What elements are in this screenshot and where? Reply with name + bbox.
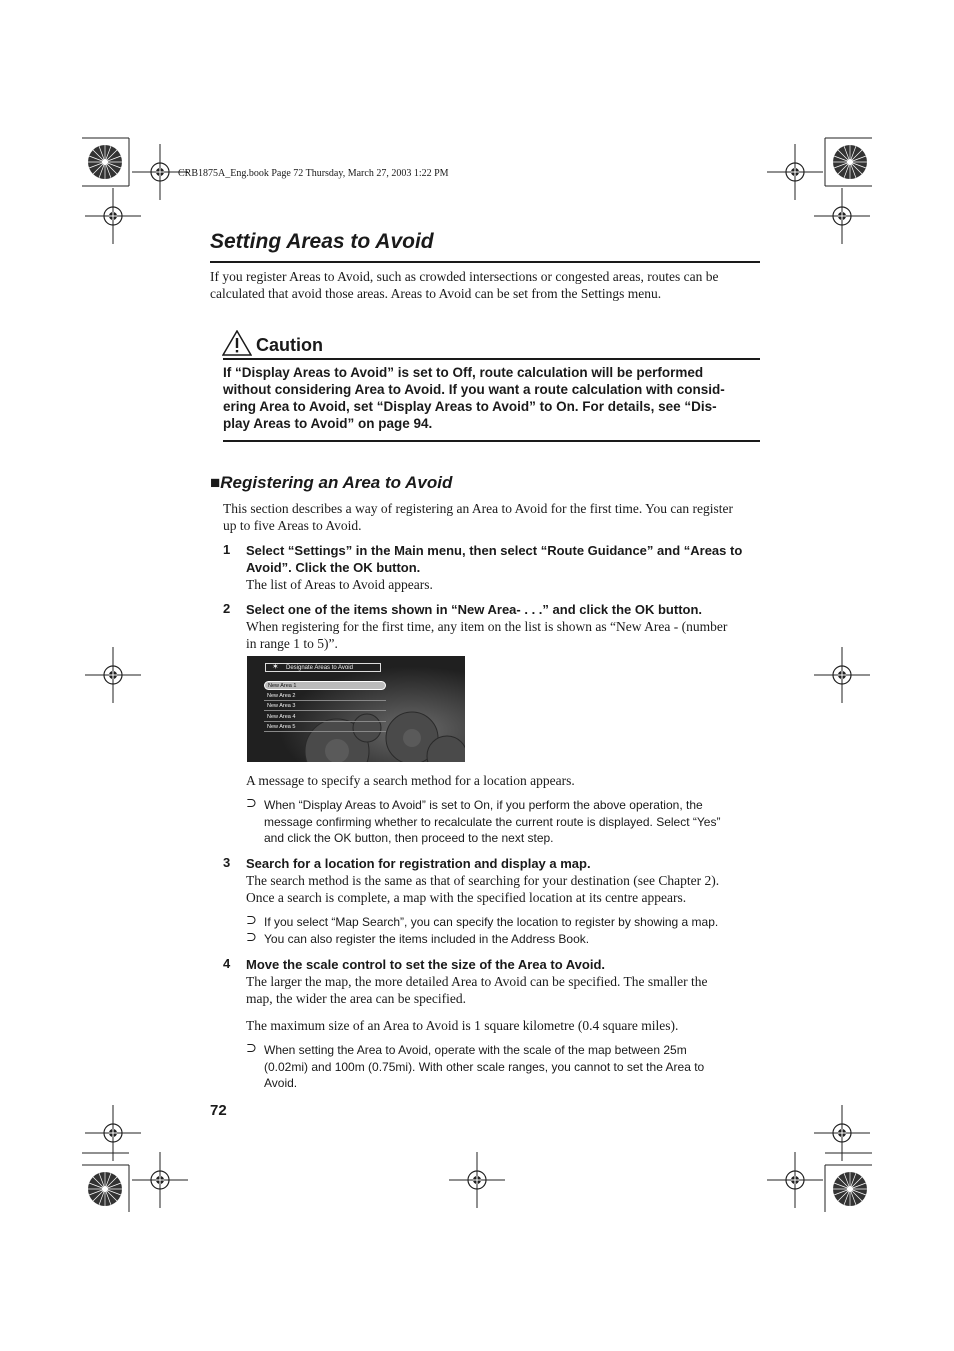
note: You can also register the items included in the Address Book.: [264, 932, 590, 946]
note-line: (0.02mi) and 100m (0.75mi). With other scale ranges, you cannot to set the Area to: [264, 1059, 705, 1074]
caution-heading: Caution: [256, 335, 323, 355]
step-2-after: A message to specify a search method for a location appears.: [246, 773, 575, 788]
step-body-line: map, the wider the area can be specified.: [246, 991, 467, 1006]
note: If you select “Map Search”, you can specify the location to register by showing a map.: [264, 915, 719, 929]
step-title-line: Avoid”. Click the OK button.: [246, 560, 421, 575]
screen-list-item[interactable]: New Area 3: [264, 702, 386, 711]
title-rule: [210, 261, 760, 263]
page-number: 72: [210, 1102, 227, 1119]
caution-line: If “Display Areas to Avoid” is set to Off, route calculation will be performed: [223, 365, 704, 380]
step-4-after: The maximum size of an Area to Avoid is 1 square kilometre (0.4 square miles).: [246, 1018, 679, 1033]
note-line: message confirming whether to recalculate the current route is displayed. Select “Yes”: [264, 814, 721, 829]
section-heading: [210, 473, 452, 493]
caution-bottom-rule: [223, 440, 760, 442]
section-intro-line: up to five Areas to Avoid.: [223, 518, 362, 533]
step-4: [246, 956, 761, 1007]
note-arrow-icon: ⊃: [246, 795, 257, 810]
note-line: When setting the Area to Avoid, operate with the scale of the map between 25m: [264, 1043, 687, 1057]
screen-list-item[interactable]: New Area 4: [264, 713, 386, 722]
section-title: Registering an Area to Avoid: [220, 473, 453, 492]
caution-line: without considering Area to Avoid. If you want a route calculation with consid-: [223, 382, 725, 397]
step-body-line: Once a search is complete, a map with the specified location at its centre appears.: [246, 890, 687, 905]
step-number: 1: [223, 542, 231, 557]
step-3: [246, 855, 766, 906]
step-body-line: The list of Areas to Avoid appears.: [246, 577, 433, 592]
step-1: [246, 542, 761, 593]
note-line: and click the OK button, then proceed to the next step.: [264, 831, 554, 845]
intro-line: calculated that avoid those areas. Areas to Avoid can be set from the Settings menu.: [210, 286, 662, 301]
step-2: [246, 601, 761, 652]
note-arrow-icon: ⊃: [246, 1040, 257, 1055]
caution-line: play Areas to Avoid” on page 94.: [223, 416, 433, 431]
note-line: Avoid.: [264, 1076, 298, 1090]
step-body-line: The search method is the same as that of searching for your destination (see Chapter 2).: [246, 873, 720, 888]
section-intro: [223, 500, 768, 534]
step-body-line: The larger the map, the more detailed Area to Avoid can be specified. The smaller the: [246, 974, 708, 989]
page-title: Setting Areas to Avoid: [210, 230, 434, 253]
caution-line: ering Area to Avoid, set “Display Areas to Avoid” to On. For details, see “Dis-: [223, 399, 717, 414]
step-title-line: Select “Settings” in the Main menu, then select “Route Guidance” and “Areas to: [246, 543, 743, 558]
step-title-line: Select one of the items shown in “New Area- . . .” and click the OK button.: [246, 602, 703, 617]
section-marker: ■: [210, 473, 221, 492]
caution-text: [223, 364, 763, 432]
note: [264, 797, 764, 847]
note-arrow-icon: ⊃: [246, 929, 257, 944]
note-arrow-icon: ⊃: [246, 912, 257, 927]
screen-list-item[interactable]: New Area 2: [264, 692, 386, 701]
step-number: 2: [223, 601, 231, 616]
step-number: 3: [223, 855, 231, 870]
intro-line: If you register Areas to Avoid, such as crowded intersections or congested areas, routes can be: [210, 269, 719, 284]
file-header: CRB1875A_Eng.book Page 72 Thursday, March 27, 2003 1:22 PM: [178, 168, 449, 179]
note: [264, 1042, 764, 1092]
step-body-line: When registering for the first time, any item on the list is shown as “New Area - (number: [246, 619, 728, 634]
section-intro-line: This section describes a way of registering an Area to Avoid for the first time. You can register: [223, 501, 733, 516]
screen-list-item[interactable]: New Area 1: [264, 681, 386, 690]
step-title-line: Move the scale control to set the size of the Area to Avoid.: [246, 957, 606, 972]
step-number: 4: [223, 956, 231, 971]
step-body-line: in range 1 to 5)”.: [246, 636, 338, 651]
note-line: When “Display Areas to Avoid” is set to On, if you perform the above operation, the: [264, 798, 703, 812]
warning-icon: [222, 330, 252, 356]
intro-paragraph: [210, 268, 770, 302]
device-screenshot: [247, 656, 465, 762]
step-title-line: Search for a location for registration and display a map.: [246, 856, 591, 871]
screen-list-item[interactable]: New Area 5: [264, 723, 386, 732]
screen-title: Designate Areas to Avoid: [265, 663, 381, 672]
caution-top-rule: [223, 358, 760, 360]
route-icon: ✶: [272, 662, 279, 671]
